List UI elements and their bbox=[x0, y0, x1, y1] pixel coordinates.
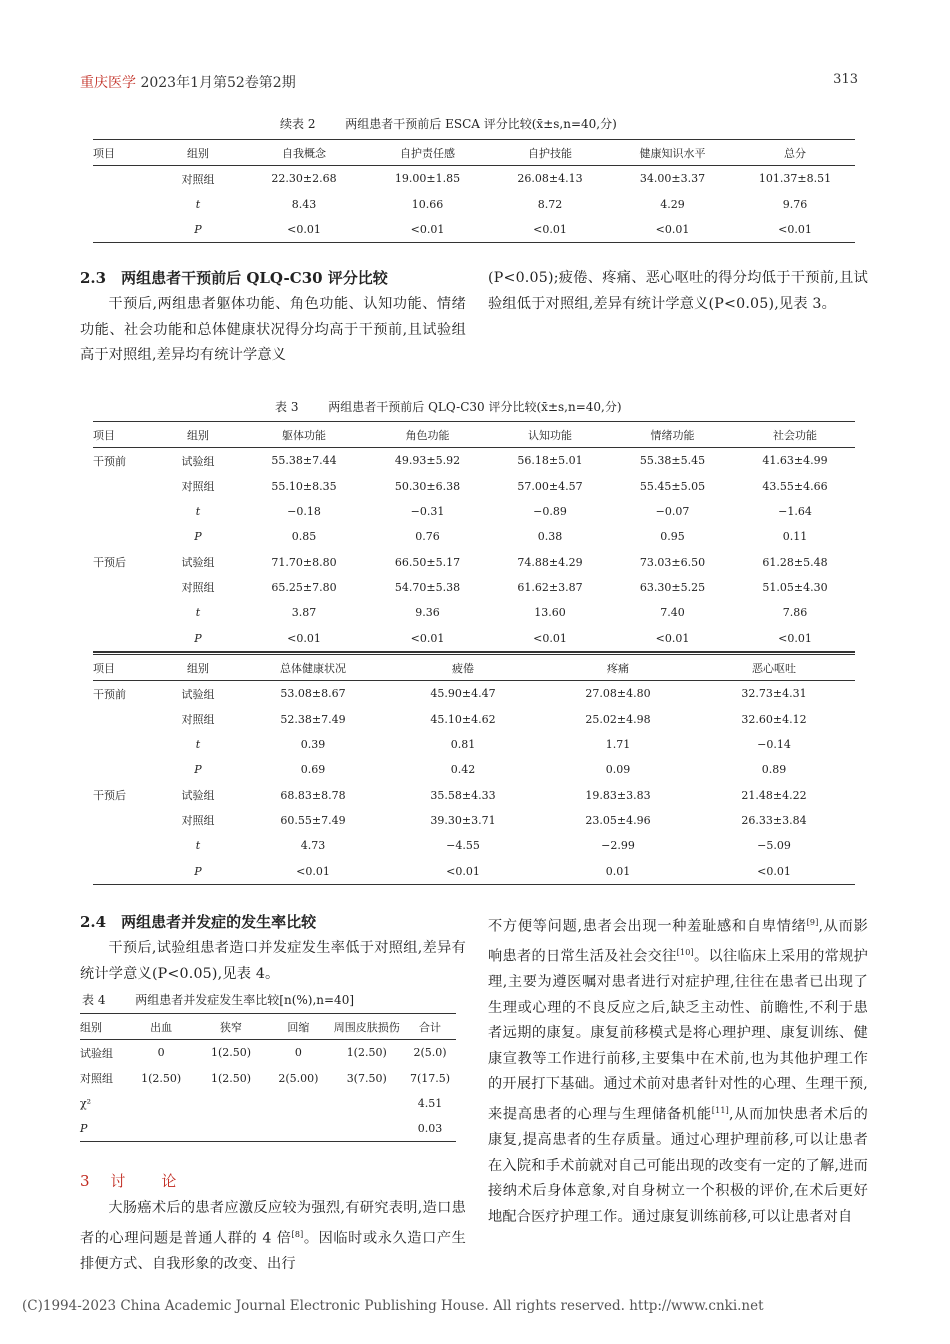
table-row bbox=[93, 448, 855, 474]
section-3-paragraph bbox=[80, 1196, 466, 1277]
table-cell: 1.71 bbox=[605, 738, 631, 752]
table-header-row bbox=[80, 1014, 456, 1040]
table-cell: 61.62±3.87 bbox=[517, 580, 583, 594]
table-cell: 试验组 bbox=[80, 1046, 113, 1060]
table-cell: 56.18±5.01 bbox=[517, 454, 583, 468]
table-cell: −0.18 bbox=[287, 505, 321, 519]
table-cell: 19.83±3.83 bbox=[585, 788, 651, 802]
column-header: 认知功能 bbox=[490, 422, 610, 448]
table-cell: 0.85 bbox=[291, 530, 317, 544]
table-cell: <0.01 bbox=[693, 858, 855, 884]
section-3-text-2: 。因临时或永久造口产生排便方式、自我形象的改变、出行 bbox=[80, 1230, 467, 1272]
table-cell bbox=[267, 1116, 329, 1142]
table-cell: P bbox=[153, 858, 243, 884]
copyright-footer: (C)1994-2023 China Academic Journal Electronic Publishing House. All rights reserved. http://www.cnki.net bbox=[22, 1298, 764, 1314]
column-header: 躯体功能 bbox=[243, 422, 365, 448]
table-cell: 27.08±4.80 bbox=[585, 687, 651, 701]
table-cell: 26.08±4.13 bbox=[517, 172, 583, 186]
column-header: 总体健康状况 bbox=[243, 654, 383, 681]
table-cell: 45.90±4.47 bbox=[430, 687, 496, 701]
discussion-text-c: 。以往临床上采用的常规护理,主要为遵医嘱对患者进行对症护理,往往在患者已出现了生理或心理的不良反应之后,缺乏主动性、前瞻性,不利于患者远期的康复。康复前移模式是将心理护理、康复训练、健康宣教等工作进行前移,主要集中在术前,也为其他护理工作的开展打下基础。通过术前对患者针对性的心理、生理干预,来提高患者的心理与生理储备机能 bbox=[488, 948, 868, 1123]
table4 bbox=[80, 1013, 456, 1142]
table-row bbox=[93, 858, 855, 884]
discussion-text-a: 不方便等问题,患者会出现一种羞耻感和自卑情绪 bbox=[488, 918, 807, 935]
citation-10[interactable]: [10] bbox=[676, 948, 694, 958]
column-header: 自护责任感 bbox=[365, 140, 490, 166]
table-row bbox=[93, 192, 855, 217]
table-cell: <0.01 bbox=[610, 625, 735, 651]
table4-title: 两组患者并发症发生率比较[n(%),n=40] bbox=[135, 993, 355, 1007]
table-cell: 21.48±4.22 bbox=[741, 788, 807, 802]
table-cell bbox=[93, 757, 153, 782]
column-header: 项目 bbox=[93, 422, 153, 448]
table3-caption bbox=[275, 398, 622, 415]
table-cell: 66.50±5.17 bbox=[394, 555, 461, 569]
table-row bbox=[93, 833, 855, 858]
table-cell bbox=[93, 192, 153, 217]
table-cell bbox=[329, 1116, 404, 1142]
table2-caption bbox=[280, 115, 617, 132]
table-cell: <0.01 bbox=[243, 217, 365, 243]
column-header: 情绪功能 bbox=[610, 422, 735, 448]
table-cell: 39.30±3.71 bbox=[430, 813, 496, 827]
table-cell: 7(17.5) bbox=[409, 1071, 451, 1085]
table-cell: 43.55±4.66 bbox=[762, 479, 828, 493]
table-cell: 2(5.00) bbox=[278, 1071, 319, 1085]
table-cell: 101.37±8.51 bbox=[758, 172, 832, 186]
table-row bbox=[93, 575, 855, 600]
table-cell: 干预前 bbox=[93, 454, 126, 468]
discussion-right-column bbox=[488, 910, 868, 1230]
table-cell: 32.60±4.12 bbox=[741, 712, 807, 726]
table-cell bbox=[93, 732, 153, 757]
table-cell: t bbox=[195, 738, 201, 752]
table-cell bbox=[93, 474, 153, 499]
table-cell: P bbox=[80, 1116, 128, 1142]
table-header-row bbox=[93, 422, 855, 448]
running-header bbox=[80, 72, 296, 92]
journal-issue: 2023年1月第52卷第2期 bbox=[140, 75, 296, 91]
table-cell: 52.38±7.49 bbox=[280, 712, 346, 726]
table-row bbox=[93, 625, 855, 651]
table-row bbox=[93, 217, 855, 243]
table-cell: P bbox=[194, 763, 202, 777]
table-cell: −0.14 bbox=[757, 738, 791, 752]
table-row bbox=[80, 1116, 456, 1142]
table-cell: 23.05±4.96 bbox=[585, 813, 651, 827]
citation-8[interactable]: [8] bbox=[291, 1229, 304, 1239]
table-cell: −0.89 bbox=[533, 505, 567, 519]
table-cell: 49.93±5.92 bbox=[394, 454, 461, 468]
table-cell: t bbox=[195, 839, 201, 853]
table-cell: 9.36 bbox=[415, 606, 440, 620]
table-cell: 0.69 bbox=[300, 763, 326, 777]
column-header: 合计 bbox=[404, 1014, 456, 1040]
table-cell: 74.88±4.29 bbox=[517, 555, 583, 569]
table-cell: <0.01 bbox=[243, 858, 383, 884]
table-cell: 试验组 bbox=[181, 556, 215, 570]
table-cell: 55.38±7.44 bbox=[271, 454, 337, 468]
section-2-4-paragraph: 干预后,试验组患者造口并发症发生率低于对照组,差异有统计学意义(P<0.05),见表 4。 bbox=[80, 940, 466, 982]
table-cell: 试验组 bbox=[181, 687, 215, 701]
table-cell bbox=[93, 808, 153, 833]
column-header: 总分 bbox=[735, 140, 855, 166]
section-3-text-1: 大肠癌术后的患者应激反应较为强烈,有研究表明,造口患者的心理问题是普通人群的 4 倍 bbox=[80, 1200, 466, 1247]
table-header-row bbox=[93, 140, 855, 166]
table-cell: 2(5.0) bbox=[413, 1046, 447, 1060]
table-cell: 8.43 bbox=[291, 197, 317, 211]
table-cell: P bbox=[153, 625, 243, 651]
table2-label: 续表 2 bbox=[280, 117, 316, 131]
table-cell: 68.83±8.78 bbox=[280, 788, 346, 802]
table3-part1 bbox=[93, 421, 855, 652]
table-cell: 34.00±3.37 bbox=[639, 172, 706, 186]
table-cell: 0.11 bbox=[782, 530, 808, 544]
table-cell: 1(2.50) bbox=[346, 1046, 387, 1060]
table-row bbox=[93, 549, 855, 574]
table-cell: <0.01 bbox=[610, 217, 735, 243]
table-row bbox=[93, 681, 855, 707]
table-cell: 61.28±5.48 bbox=[762, 555, 828, 569]
table-cell: 0.95 bbox=[660, 530, 685, 544]
table-cell: −5.09 bbox=[757, 839, 791, 853]
column-header: 健康知识水平 bbox=[610, 140, 735, 166]
table-cell: 对照组 bbox=[181, 814, 215, 828]
table-cell: 对照组 bbox=[181, 713, 215, 727]
table-cell bbox=[93, 833, 153, 858]
table2-continued bbox=[93, 139, 855, 243]
table-cell: −4.55 bbox=[446, 839, 480, 853]
table4-caption bbox=[82, 991, 354, 1008]
table-cell bbox=[93, 600, 153, 625]
table-cell: 对照组 bbox=[181, 480, 215, 494]
table-cell bbox=[267, 1091, 329, 1116]
table-cell: 54.70±5.38 bbox=[394, 580, 461, 594]
table-cell: 7.86 bbox=[782, 606, 808, 620]
discussion-text-b: ,从而影响患者的日常生活及社会交往 bbox=[488, 918, 868, 965]
section-3-number: 3 bbox=[80, 1172, 92, 1190]
section-2-3-body-continued bbox=[488, 266, 868, 317]
table-cell: 57.00±4.57 bbox=[517, 479, 583, 493]
table-cell: t bbox=[195, 505, 201, 519]
table-cell: 26.33±3.84 bbox=[741, 813, 807, 827]
column-header: 自我概念 bbox=[243, 140, 365, 166]
table-cell: <0.01 bbox=[735, 217, 855, 243]
table-row bbox=[93, 707, 855, 732]
section-2-4-heading-text: 2.4 两组患者并发症的发生率比较 bbox=[80, 913, 317, 931]
table-cell bbox=[93, 217, 153, 243]
table-cell: 25.02±4.98 bbox=[585, 712, 651, 726]
table-row bbox=[93, 474, 855, 499]
table-cell: <0.01 bbox=[365, 217, 490, 243]
section-2-4-body bbox=[80, 936, 466, 987]
table-cell: t bbox=[195, 606, 201, 620]
page-number: 313 bbox=[833, 72, 858, 87]
column-header: 狭窄 bbox=[195, 1014, 267, 1040]
table-cell: 50.30±6.38 bbox=[394, 479, 461, 493]
table-cell: 0.81 bbox=[450, 738, 476, 752]
table-cell: 10.66 bbox=[411, 197, 444, 211]
table-cell: <0.01 bbox=[243, 625, 365, 651]
column-header: 自护技能 bbox=[490, 140, 610, 166]
table-cell: 0 bbox=[157, 1046, 165, 1060]
table-cell: 51.05±4.30 bbox=[762, 580, 828, 594]
table-cell: 7.40 bbox=[660, 606, 685, 620]
table-cell: 对照组 bbox=[80, 1072, 113, 1086]
table-cell: <0.01 bbox=[365, 625, 490, 651]
table4-label: 表 4 bbox=[82, 993, 106, 1007]
citation-11[interactable]: [11] bbox=[711, 1105, 730, 1115]
table-cell: 55.10±8.35 bbox=[271, 479, 337, 493]
table-cell bbox=[195, 1116, 267, 1142]
table-cell: 0.89 bbox=[761, 763, 787, 777]
table-cell: 60.55±7.49 bbox=[280, 813, 346, 827]
table-cell: 1(2.50) bbox=[141, 1071, 182, 1085]
table-cell: 0.01 bbox=[543, 858, 693, 884]
table-cell: 35.58±4.33 bbox=[430, 788, 496, 802]
table-row bbox=[93, 757, 855, 782]
table-row bbox=[80, 1091, 456, 1116]
table-cell: <0.01 bbox=[490, 625, 610, 651]
table-cell: −2.99 bbox=[601, 839, 635, 853]
table-cell: <0.01 bbox=[383, 858, 543, 884]
table-row bbox=[93, 782, 855, 807]
table-cell: χ² bbox=[80, 1097, 92, 1111]
table-cell: 0.76 bbox=[415, 530, 440, 544]
column-header: 组别 bbox=[153, 140, 243, 166]
table-cell bbox=[128, 1091, 195, 1116]
table-cell: <0.01 bbox=[490, 217, 610, 243]
table-cell: 9.76 bbox=[782, 197, 808, 211]
table-cell: 19.00±1.85 bbox=[394, 172, 461, 186]
table-cell bbox=[93, 166, 153, 192]
table-cell bbox=[93, 524, 153, 549]
section-3-title: 讨 论 bbox=[110, 1172, 179, 1190]
table-cell: 41.63±4.99 bbox=[762, 454, 828, 468]
table-cell: 1(2.50) bbox=[211, 1046, 252, 1060]
table-cell: 8.72 bbox=[537, 197, 563, 211]
table-cell: 3.87 bbox=[291, 606, 317, 620]
table-row bbox=[93, 600, 855, 625]
table-cell: P bbox=[194, 530, 202, 544]
column-header: 出血 bbox=[128, 1014, 195, 1040]
table-row bbox=[80, 1040, 456, 1066]
table-cell: t bbox=[195, 197, 201, 211]
table-cell: 45.10±4.62 bbox=[430, 712, 496, 726]
column-header: 恶心呕吐 bbox=[693, 654, 855, 681]
table-cell: 13.60 bbox=[534, 606, 566, 620]
table-cell: 0 bbox=[294, 1046, 302, 1060]
section-3-heading bbox=[80, 1170, 178, 1191]
table-cell: 53.08±8.67 bbox=[280, 687, 346, 701]
table-cell bbox=[93, 625, 153, 651]
table-cell bbox=[93, 499, 153, 524]
table-cell: 4.29 bbox=[660, 197, 685, 211]
table-cell: 32.73±4.31 bbox=[741, 687, 807, 701]
table-cell bbox=[195, 1091, 267, 1116]
table-cell: 65.25±7.80 bbox=[271, 580, 337, 594]
table-cell: 71.70±8.80 bbox=[271, 555, 337, 569]
table-cell bbox=[128, 1116, 195, 1142]
section-2-4-heading bbox=[80, 910, 470, 935]
table-cell: 0.03 bbox=[404, 1116, 456, 1142]
column-header: 项目 bbox=[93, 140, 153, 166]
table3-title: 两组患者干预前后 QLQ-C30 评分比较(x̄±s,n=40,分) bbox=[328, 400, 622, 414]
table-cell: 22.30±2.68 bbox=[271, 172, 337, 186]
table-cell: 对照组 bbox=[181, 172, 215, 186]
table-cell: P bbox=[153, 217, 243, 243]
table-cell bbox=[93, 858, 153, 884]
table-cell: 0.09 bbox=[605, 763, 631, 777]
column-header: 疲倦 bbox=[383, 654, 543, 681]
table-cell: 4.51 bbox=[417, 1097, 443, 1111]
column-header: 周围皮肤损伤 bbox=[329, 1014, 404, 1040]
table-cell: 1(2.50) bbox=[211, 1071, 252, 1085]
table-cell: −0.31 bbox=[410, 505, 445, 519]
table-row bbox=[80, 1066, 456, 1091]
table-header-row bbox=[93, 654, 855, 681]
section-2-3-paragraph: 干预后,两组患者躯体功能、角色功能、认知功能、情绪功能、社会功能和总体健康状况得分均高于干预前,且试验组高于对照组,差异均有统计学意义 bbox=[80, 296, 466, 363]
table3-label: 表 3 bbox=[275, 400, 299, 414]
column-header: 组别 bbox=[80, 1014, 128, 1040]
table-row bbox=[93, 732, 855, 757]
section-2-3-paragraph-continued: (P<0.05);疲倦、疼痛、恶心呕吐的得分均低于干预前,且试验组低于对照组,差异有统计学意义(P<0.05),见表 3。 bbox=[488, 270, 868, 312]
table-cell: −0.07 bbox=[655, 505, 690, 519]
table-cell bbox=[93, 707, 153, 732]
column-header: 角色功能 bbox=[365, 422, 490, 448]
table-cell: 63.30±5.25 bbox=[639, 580, 706, 594]
column-header: 组别 bbox=[153, 654, 243, 681]
section-2-3-heading-text: 2.3 两组患者干预前后 QLQ-C30 评分比较 bbox=[80, 269, 388, 287]
table-cell: 3(7.50) bbox=[346, 1071, 387, 1085]
table-cell: 干预前 bbox=[93, 687, 126, 701]
table-cell: 试验组 bbox=[181, 454, 215, 468]
column-header: 组别 bbox=[153, 422, 243, 448]
table-cell: 55.45±5.05 bbox=[639, 479, 706, 493]
column-header: 回缩 bbox=[267, 1014, 329, 1040]
column-header: 社会功能 bbox=[735, 422, 855, 448]
discussion-paragraph bbox=[488, 910, 868, 1230]
column-header: 项目 bbox=[93, 654, 153, 681]
table-cell: 对照组 bbox=[181, 581, 215, 595]
table-cell: 73.03±6.50 bbox=[639, 555, 706, 569]
citation-9[interactable]: [9] bbox=[806, 918, 819, 927]
table-cell: 55.38±5.45 bbox=[639, 454, 706, 468]
table-cell: 干预后 bbox=[93, 789, 126, 803]
table-cell: 干预后 bbox=[93, 556, 126, 570]
table-cell bbox=[93, 575, 153, 600]
table-row bbox=[93, 166, 855, 192]
table-cell: 0.42 bbox=[450, 763, 476, 777]
table2-title: 两组患者干预前后 ESCA 评分比较(x̄±s,n=40,分) bbox=[345, 117, 617, 131]
table-cell: 4.73 bbox=[300, 839, 326, 853]
table-row bbox=[93, 524, 855, 549]
table-row bbox=[93, 808, 855, 833]
table-cell: −1.64 bbox=[778, 505, 812, 519]
table-row bbox=[93, 499, 855, 524]
table-cell bbox=[329, 1091, 404, 1116]
section-3-body bbox=[80, 1196, 466, 1277]
discussion-text-d: ,从而加快患者术后的康复,提高患者的生存质量。通过心理护理前移,可以让患者在入院和手术前就对自己可能出现的改变有一定的了解,进而接纳术后身体意象,对自身树立一个积极的评价,在术后更好地配合医疗护理工作。通过康复训练前移,可以让患者对自 bbox=[488, 1106, 868, 1225]
table3-part2 bbox=[93, 652, 855, 885]
column-header: 疼痛 bbox=[543, 654, 693, 681]
table-cell: 0.39 bbox=[300, 738, 326, 752]
table-cell: <0.01 bbox=[735, 625, 855, 651]
table-cell: 试验组 bbox=[181, 789, 215, 803]
section-2-3-heading bbox=[80, 266, 470, 291]
table-cell: 0.38 bbox=[537, 530, 563, 544]
journal-name: 重庆医学 bbox=[80, 75, 136, 91]
section-2-3-body bbox=[80, 292, 466, 369]
